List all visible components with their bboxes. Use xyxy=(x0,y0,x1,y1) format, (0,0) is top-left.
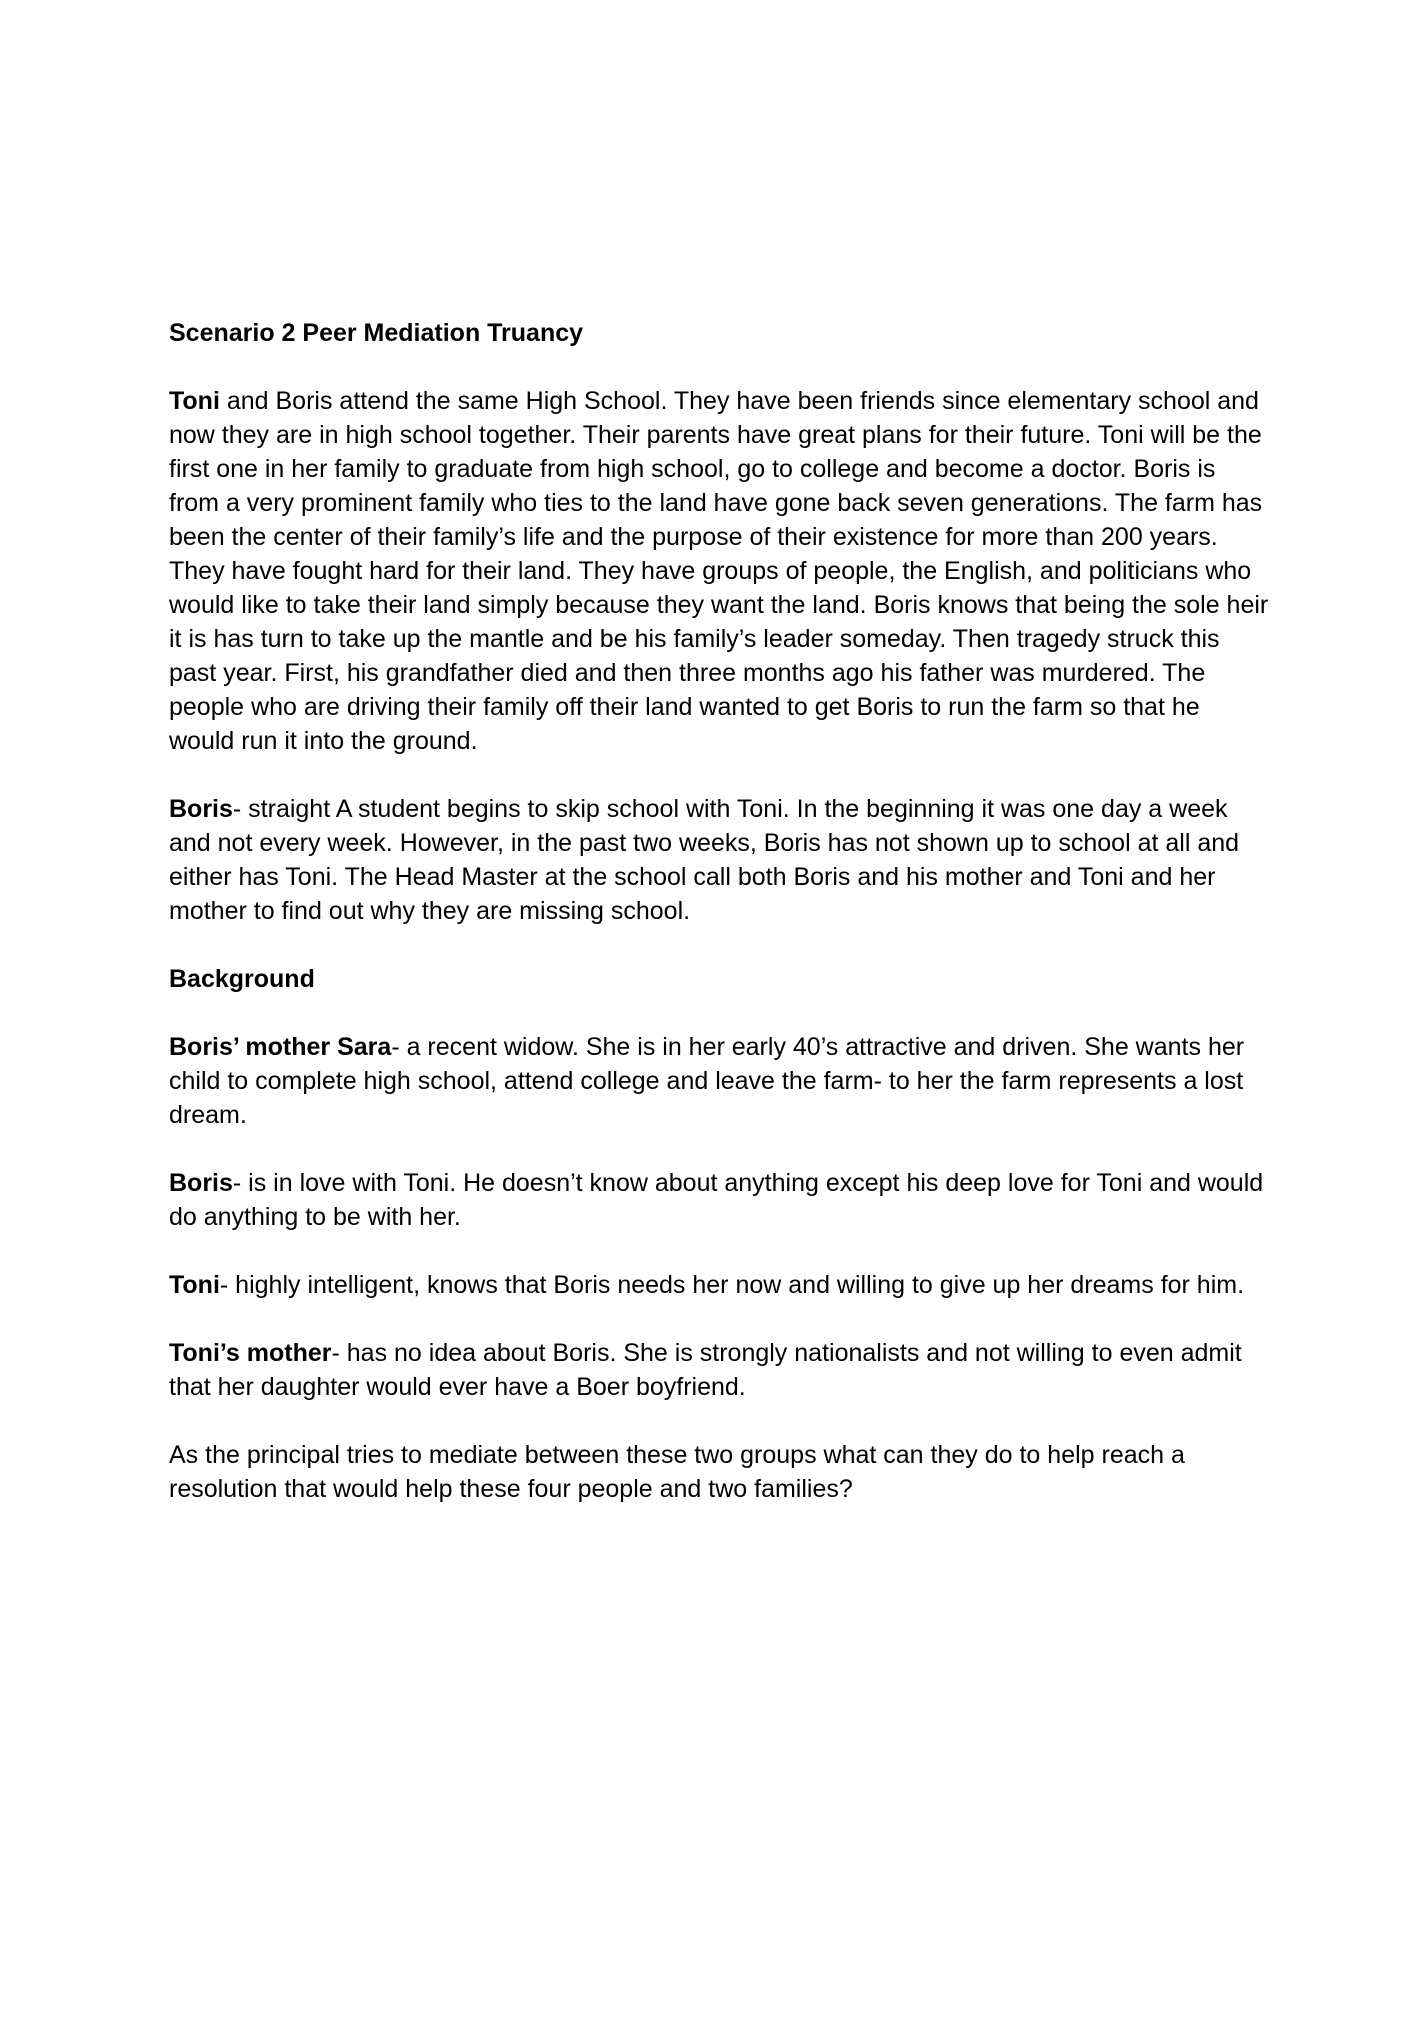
boris-paragraph xyxy=(169,1166,1269,1234)
boris-text: - is in love with Toni. He doesn’t know about anything except his deep love for Toni and would do anything to be with her. xyxy=(169,1169,1264,1231)
toni-text: - highly intelligent, knows that Boris needs her now and willing to give up her dreams for him. xyxy=(219,1271,1245,1299)
sara-text: - a recent widow. She is in her early 40’s attractive and driven. She wants her child to complete high school, attend college and leave the farm- to her the farm represents a lost dream. xyxy=(169,1033,1245,1129)
boris-truancy-paragraph xyxy=(169,792,1269,928)
closing-paragraph: As the principal tries to mediate between these two groups what can they do to help reach a resolution that would help these four people and two families? xyxy=(169,1441,1185,1503)
boris-truancy-text: - straight A student begins to skip school with Toni. In the beginning it was one day a week and not every week. However, in the past two weeks, Boris has not shown up to school at all and either has Toni. The Head Master at the school call both Boris and his mother and Toni and her mother to find out why they are missing school. xyxy=(169,795,1240,925)
boris-lead: Boris xyxy=(169,1169,233,1197)
toni-mother-text: - has no idea about Boris. She is strongly nationalists and not willing to even admit that her daughter would ever have a Boer boyfriend. xyxy=(169,1339,1242,1401)
document-page xyxy=(169,316,1269,1540)
boris-truancy-lead: Boris xyxy=(169,795,233,823)
sara-paragraph xyxy=(169,1030,1269,1132)
toni-paragraph xyxy=(169,1268,1269,1302)
background-heading: Background xyxy=(169,965,315,993)
toni-lead: Toni xyxy=(169,1271,220,1299)
intro-lead: Toni xyxy=(169,387,220,415)
intro-text: and Boris attend the same High School. They have been friends since elementary school and now they are in high school together. Their parents have great plans for their future. Toni will be the first one in her family to graduate from high school, go to college and become a doctor. Boris is from a very prominent family who ties to the land have gone back seven generations. The farm has been the center of their family’s life and the purpose of their existence for more than 200 years. They have fought hard for their land. They have groups of people, the English, and politicians who would like to take their land simply because they want the land. Boris knows that being the sole heir it is has turn to take up the mantle and be his family’s leader someday. Then tragedy struck this past year. First, his grandfather died and then three months ago his father was murdered. The people who are driving their family off their land wanted to get Boris to run the farm so that he would run it into the ground. xyxy=(169,387,1269,755)
intro-paragraph xyxy=(169,384,1269,758)
sara-lead: Boris’ mother Sara xyxy=(169,1033,392,1061)
document-title: Scenario 2 Peer Mediation Truancy xyxy=(169,319,584,347)
toni-mother-paragraph xyxy=(169,1336,1269,1404)
toni-mother-lead: Toni’s mother xyxy=(169,1339,332,1367)
